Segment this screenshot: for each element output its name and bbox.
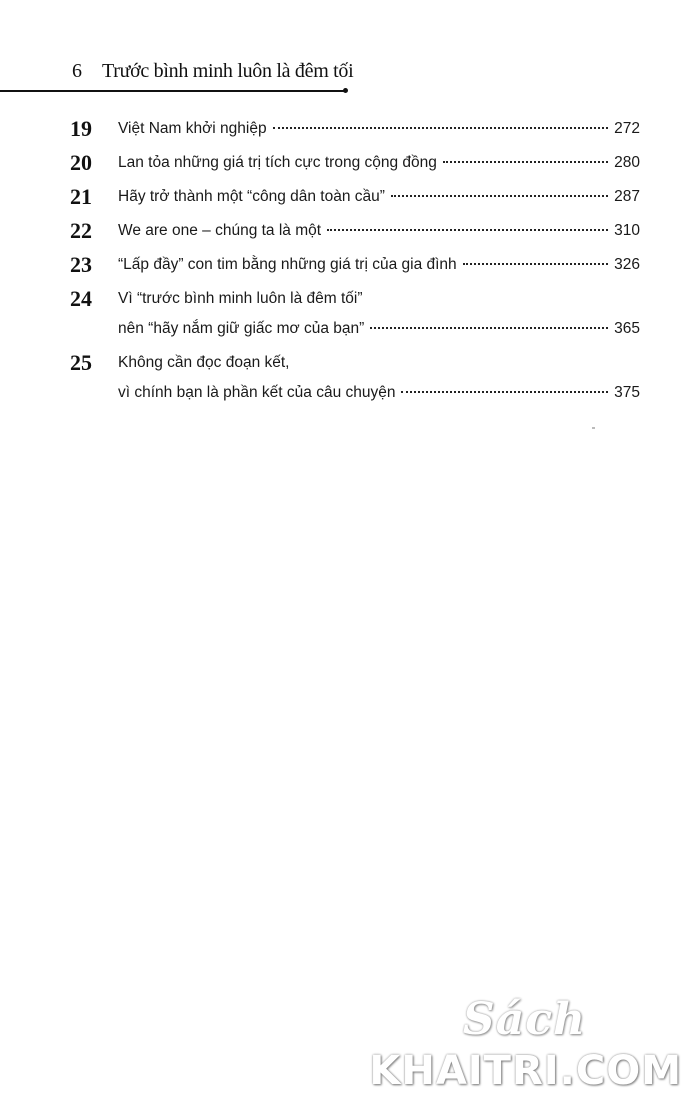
page-reference: 310 [614, 222, 640, 239]
chapter-number: 22 [70, 218, 92, 243]
chapter-title-line [118, 314, 640, 344]
toc-entry [70, 250, 640, 280]
chapter-title-line [118, 378, 640, 408]
chapter-title-line [118, 250, 640, 280]
chapter-number: 19 [70, 116, 92, 141]
dot-leader [443, 161, 608, 163]
chapter-number: 24 [70, 286, 92, 311]
dot-leader [391, 195, 608, 197]
dot-leader [273, 127, 609, 129]
running-header [72, 60, 353, 90]
chapter-title: Hãy trở thành một “công dân toàn cầu” [118, 188, 385, 205]
header-rule [0, 90, 346, 92]
chapter-title: nên “hãy nắm giữ giấc mơ của bạn” [118, 320, 365, 337]
dot-leader [401, 391, 608, 393]
chapter-number: 23 [70, 252, 92, 277]
chapter-title: “Lấp đầy” con tim bằng những giá trị của gia đình [118, 256, 457, 273]
chapter-title-line [118, 182, 640, 212]
toc-entry [70, 348, 640, 408]
chapter-title: Lan tỏa những giá trị tích cực trong cộng đồng [118, 154, 437, 171]
chapter-title-line [118, 348, 640, 378]
chapter-title: Không cần đọc đoạn kết, [118, 354, 290, 371]
book-title: Trước bình minh luôn là đêm tối [102, 60, 354, 82]
chapter-title-line [118, 216, 640, 246]
chapter-title-line [118, 148, 640, 178]
chapter-title-line [118, 284, 640, 314]
page-reference: 375 [614, 384, 640, 401]
page-reference: 287 [614, 188, 640, 205]
page-number: 6 [72, 60, 82, 82]
chapter-number: 20 [70, 150, 92, 175]
page-reference: 365 [614, 320, 640, 337]
chapter-number: 25 [70, 350, 92, 375]
chapter-title: Vì “trước bình minh luôn là đêm tối” [118, 290, 363, 307]
chapter-title-line [118, 114, 640, 144]
chapter-title-block [118, 182, 640, 212]
dot-leader [370, 327, 608, 329]
chapter-title-block [118, 348, 640, 408]
page-reference: 326 [614, 256, 640, 273]
chapter-title: vì chính bạn là phần kết của câu chuyện [118, 384, 396, 401]
chapter-title: We are one – chúng ta là một [118, 222, 322, 239]
header-rule-dot [343, 88, 348, 93]
watermark-logo [362, 988, 682, 1098]
scan-speck [592, 427, 595, 429]
page-reference: 280 [614, 154, 640, 171]
table-of-contents [70, 114, 640, 412]
chapter-title-block [118, 148, 640, 178]
chapter-title-block [118, 284, 640, 344]
toc-entry [70, 148, 640, 178]
watermark-brand: KHAITRI.COM [369, 1048, 682, 1094]
page-reference: 272 [614, 120, 640, 137]
toc-entry [70, 114, 640, 144]
toc-entry [70, 284, 640, 344]
dot-leader [463, 263, 608, 265]
chapter-title-block [118, 216, 640, 246]
chapter-title: Việt Nam khởi nghiệp [118, 120, 267, 137]
chapter-title-block [118, 250, 640, 280]
dot-leader [327, 229, 608, 231]
chapter-title-block [118, 114, 640, 144]
chapter-number: 21 [70, 184, 92, 209]
toc-entry [70, 216, 640, 246]
watermark-script: Sách [462, 994, 586, 1045]
toc-entry [70, 182, 640, 212]
